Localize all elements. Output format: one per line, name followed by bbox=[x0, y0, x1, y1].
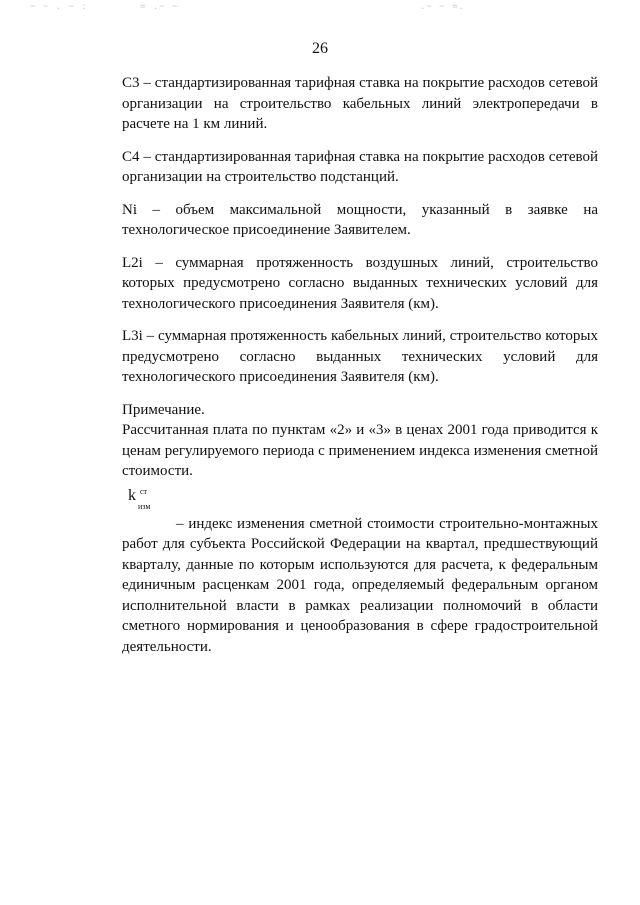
paragraph-l3i: L3i – суммарная протяженность кабельных линий, строительство которых предусмотрено согласно выданных технических условий для технологического присоединения Заявителя (км). bbox=[122, 328, 598, 385]
note-title: Примечание. bbox=[122, 401, 205, 418]
paragraph-l2i: L2i – суммарная протяженность воздушных линий, строительство которых предусмотрено согласно выданных технических условий для технологического присоединения Заявителя (км). bbox=[122, 254, 598, 312]
page-number: 26 bbox=[312, 40, 328, 57]
k-definition bbox=[122, 514, 598, 658]
paragraph-c4: С4 – стандартизированная тарифная ставка на покрытие расходов сетевой организации на строительство подстанций. bbox=[122, 148, 598, 185]
note-text: Рассчитанная плата по пунктам «2» и «3» в ценах 2001 года приводится к ценам регулируемого периода с применением индекса изменения сметной стоимости. bbox=[122, 422, 598, 479]
k-superscript: ст bbox=[140, 486, 148, 496]
k-symbol: k bbox=[128, 486, 136, 504]
paragraph-c3: С3 – стандартизированная тарифная ставка на покрытие расходов сетевой организации на строительство кабельных линий электропередачи в расчете на 1 км линий. bbox=[122, 75, 598, 132]
scan-artifact: = .~ ~ bbox=[140, 2, 179, 12]
scan-artifact: .~ ~ =. bbox=[420, 2, 465, 12]
paragraph-ni: Ni – объем максимальной мощности, указанный в заявке на технологическое присоединение Заявителем. bbox=[122, 201, 598, 238]
scan-artifact: ~ ~ . ~ : bbox=[30, 2, 88, 12]
formula-symbol bbox=[122, 486, 598, 514]
k-subscript: изм bbox=[138, 501, 151, 511]
k-definition-text: – индекс изменения сметной стоимости строительно-монтажных работ для субъекта Российской Федерации на квартал, предшествующий кварталу, данные по которым используются для расчета, к федеральным единичным расценкам 2001 года, определяемый федеральным органом исполнительной власти в рамках реализации полномочий в области сметного нормирования и ценообразования в сфере градостроительной деятельности. bbox=[122, 515, 598, 655]
document-body bbox=[122, 73, 598, 657]
